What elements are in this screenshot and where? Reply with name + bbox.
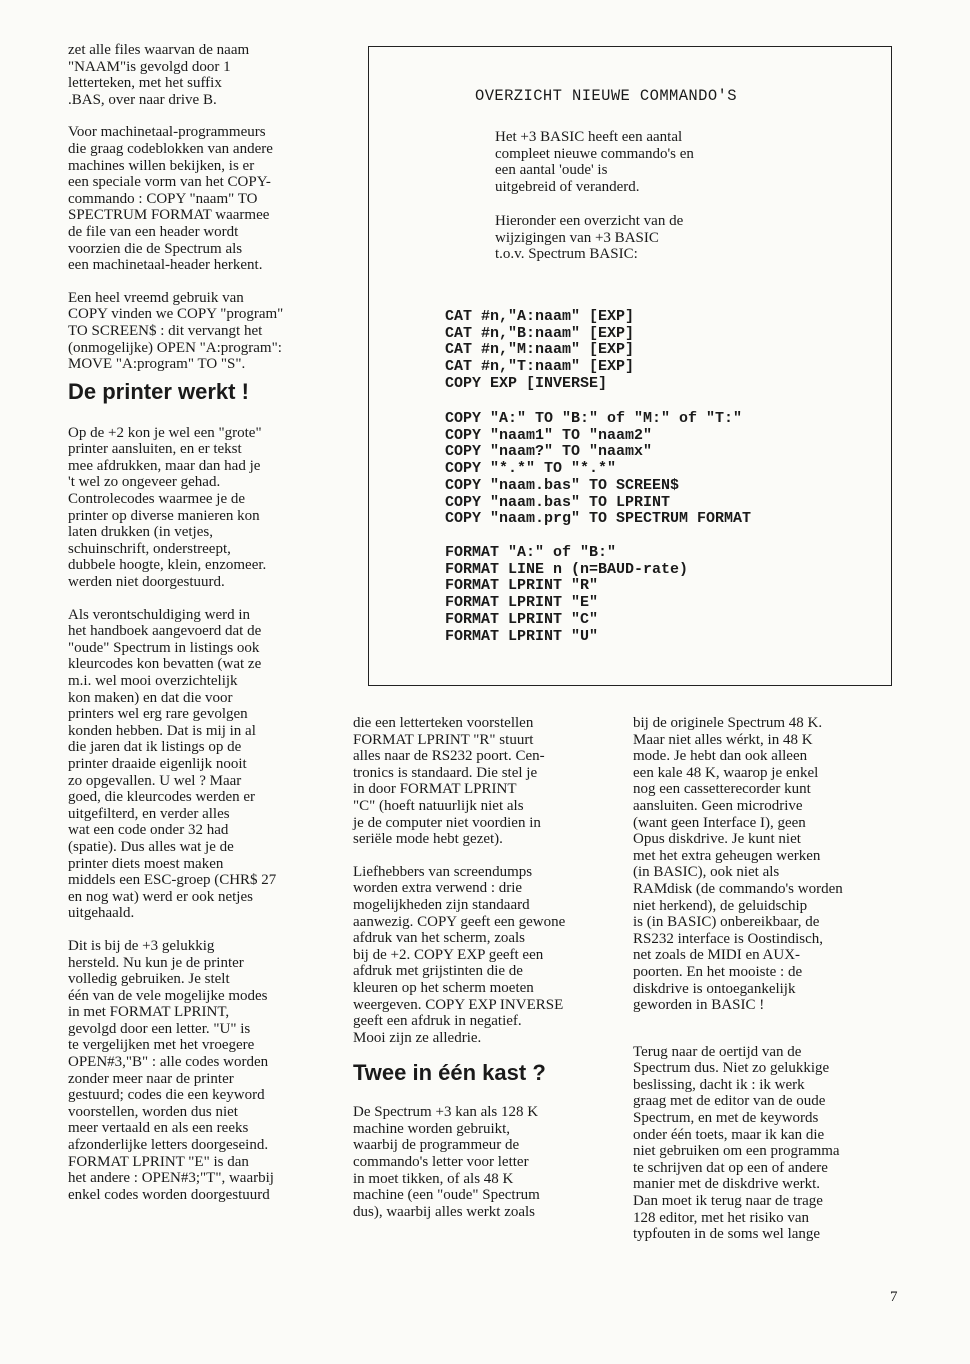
command-group-cat xyxy=(445,309,634,393)
paragraph: Een heel vreemd gebruik van COPY vinden we COPY "program" TO SCREEN$ : dit vervangt het (onmogelijke) OPEN "A:program": MOVE "A:program" TO "S". xyxy=(68,289,284,373)
command-line: COPY "naam.bas" TO SCREEN$ xyxy=(445,476,680,494)
command-line: CAT #n,"B:naam" [EXP] xyxy=(445,324,635,342)
command-line: CAT #n,"M:naam" [EXP] xyxy=(445,341,635,359)
section-heading-printer: De printer werkt ! xyxy=(68,378,249,404)
paragraph: zet alle files waarvan de naam "NAAM"is gevolgd door 1 letterteken, met het suffix .BAS, over naar drive B. xyxy=(68,42,250,108)
command-line: FORMAT LINE n (n=BAUD-rate) xyxy=(445,560,689,578)
left-column xyxy=(68,42,350,1219)
command-line: COPY "naam.bas" TO LPRINT xyxy=(445,493,671,511)
paragraph: Op de +2 kon je wel een "grote" printer aansluiten, en er tekst mee afdrukken, maar dan had je 't wel zo ongeveer gehad. Controlecodes waarmee je de printer op diverse manieren kon laten drukken (in vetjes, schuinschrift, onderstreept, dubbele hoogte, klein, enzomeer. werden niet doorgestuurd. xyxy=(68,424,267,591)
command-line: COPY "*.*" TO "*.*" xyxy=(445,460,617,478)
box-subtitle: Hieronder een overzicht van de wijzigingen van +3 BASIC t.o.v. Spectrum BASIC: xyxy=(495,213,684,263)
command-line: FORMAT LPRINT "E" xyxy=(445,594,599,612)
command-line: FORMAT LPRINT "U" xyxy=(445,627,599,645)
command-line: COPY "naam.prg" TO SPECTRUM FORMAT xyxy=(445,510,752,528)
command-line: COPY "naam1" TO "naam2" xyxy=(445,426,653,444)
command-line: CAT #n,"A:naam" [EXP] xyxy=(445,308,635,325)
section-heading-two-in-one: Twee in één kast ? xyxy=(353,1060,546,1086)
box-intro: Het +3 BASIC heeft een aantal compleet nieuwe commando's en een aantal 'oude' is uitgebreid of veranderd. xyxy=(495,129,694,195)
paragraph: Voor machinetaal-programmeurs die graag codeblokken van andere machines willen bekijken, is er een speciale vorm van het COPY- commando : COPY "naam" TO SPECTRUM FORMAT waarmee de file van een header wordt voorzien die de Spectrum als een machinetaal-header herkent. xyxy=(68,124,273,274)
command-line: COPY EXP [INVERSE] xyxy=(445,374,608,392)
right-column xyxy=(633,715,913,1259)
command-group-format xyxy=(445,545,688,645)
paragraph: Als verontschuldiging werd in het handboek aangevoerd dat de "oude" Spectrum in listings ook kleurcodes kon bevatten (wat ze m.i. wel mooi overzichtelijk kon maken) en dat die voor printers wel erg rare gevolgen konden hebben. Dat is mij in al die jaren dat ik listings op de printer draaide eigenlijk nooit zo opgevallen. U wel ? Maar goed, die kleurcodes werden er uitgefilterd, en verder alles wat een code onder 32 had (spatie). Dus alles wat je de printer diets moest maken middels een ESC-groep (CHR$ 27 en nog wat) werd er ook netjes uitgehaald. xyxy=(68,606,277,922)
paragraph: Terug naar de oertijd van de Spectrum dus. Niet zo gelukkige beslissing, dacht ik : ik werk graag met de editor van de oude Spectrum, en met de keywords onder één toets, maar ik kan die niet gebruiken om een programma te schrijven dat op een of andere manier met de diskdrive werkt. Dan moet ik terug naar de trage 128 editor, met het risiko van typfouten in de soms wel lange xyxy=(633,1043,840,1243)
command-line: FORMAT LPRINT "R" xyxy=(445,577,599,595)
command-line: COPY "naam?" TO "naamx" xyxy=(445,443,653,461)
commands-overview-box xyxy=(368,46,892,686)
paragraph: Liefhebbers van screendumps worden extra verwend : drie mogelijkheden zijn standaard aanwezig. COPY geeft een gewone afdruk van het scherm, zoals bij de +2. COPY EXP geeft een afdruk met grijstinten die de kleuren op het scherm moeten weergeven. COPY EXP INVERSE geeft een afdruk in negatief. Mooi zijn ze alledrie. xyxy=(353,863,566,1046)
middle-column xyxy=(353,715,631,1236)
command-line: FORMAT "A:" of "B:" xyxy=(445,544,617,561)
paragraph: die een letterteken voorstellen FORMAT LPRINT "R" stuurt alles naar de RS232 poort. Cen- tronics is standaard. Die stel je in door FORMAT LPRINT "C" (hoeft natuurlijk niet als je de computer niet voordien in seriële mode hebt gezet). xyxy=(353,715,545,848)
command-group-copy xyxy=(445,411,751,528)
command-line: CAT #n,"T:naam" [EXP] xyxy=(445,358,635,376)
paragraph: De Spectrum +3 kan als 128 K machine worden gebruikt, waarbij de programmeur de commando's letter voor letter in moet tikken, of als 48 K machine (een "oude" Spectrum dus), waarbij alles werkt zoals xyxy=(353,1104,540,1220)
page-number: 7 xyxy=(890,1289,898,1305)
command-line: COPY "A:" TO "B:" of "M:" of "T:" xyxy=(445,410,743,427)
command-line: FORMAT LPRINT "C" xyxy=(445,610,599,628)
paragraph: Dit is bij de +3 gelukkig hersteld. Nu kun je de printer volledig gebruiken. Je stelt één van de vele mogelijke modes in met FORMAT LPRINT, gevolgd door een letter. "U" is te vergelijken met het vroegere OPEN#3,"B" : alle codes worden zonder meer naar de printer gestuurd; codes die een keyword voorstellen, worden dus niet meer vertaald en als een reeks afzonderlijke letters doorgeseind. FORMAT LPRINT "E" is dan het andere : OPEN#3;"T", waarbij enkel codes worden doorgestuurd xyxy=(68,937,274,1203)
box-title: OVERZICHT NIEUWE COMMANDO'S xyxy=(475,87,737,105)
paragraph: bij de originele Spectrum 48 K. Maar niet alles wérkt, in 48 K mode. Je hebt dan ook alleen een kale 48 K, waarop je enkel nog een cassetterecorder kunt aansluiten. Geen microdrive (want geen Interface I), geen Opus diskdrive. Je kunt niet met het extra geheugen werken (in BASIC), ook niet als RAMdisk (de commando's worden niet herkend), de geluidschip is (in BASIC) onbereikbaar, de RS232 interface is Oostindisch, net zoals de MIDI en AUX- poorten. En het mooiste : de diskdrive is ontoegankelijk geworden in BASIC ! xyxy=(633,715,843,1014)
